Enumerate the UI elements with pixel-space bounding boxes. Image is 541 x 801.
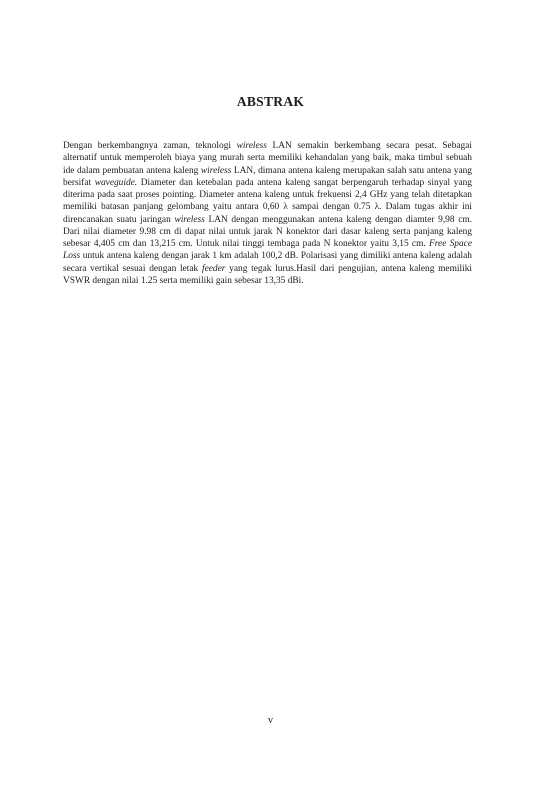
abstract-paragraph: [63, 140, 472, 287]
text-run: LAN semakin berkembang secara pesat. Sebagai alternatif untuk memperoleh biaya yang murah serta memiliki kehandalan yang baik, maka timbul sebuah ide dalam pembuatan antena kaleng: [63, 141, 472, 176]
text-run: Diameter dan ketebalan pada antena kaleng sangat berpengaruh terhadap sinyal yang diterima pada saat proses pointing. Diameter antena kaleng untuk frekuensi 2,4 GHz yang telah ditetapkan memiliki batasan panjang gelombang yaitu antara 0,60 λ sampai dengan 0.75 λ. Dalam tugas akhir ini direncanakan suatu jaringan: [63, 177, 472, 225]
italic-term: wireless: [174, 214, 205, 225]
italic-term: wireless: [200, 165, 232, 176]
page-number: v: [268, 715, 273, 726]
text-run: Dengan berkembangnya zaman, teknologi: [63, 141, 237, 151]
text-run: LAN, dimana antena kaleng merupakan salah satu antena yang bersifat: [63, 165, 472, 188]
text-run: untuk antena kaleng dengan jarak 1 km adalah 100,2 dB. Polarisasi yang dimiliki antena kaleng adalah secara vertikal sesuai dengan letak: [63, 251, 472, 274]
text-run: LAN dengan menggunakan antena kaleng dengan diamter 9,98 cm. Dari nilai diameter 9.98 cm di dapat nilai untuk jarak N konektor dari dasar kaleng serta panjang kaleng sebesar 4,405 cm dan 13,215 cm. Untuk nilai tinggi tembaga pada N konektor yaitu 3,15 cm.: [63, 214, 472, 249]
italic-term: Free Space Loss: [63, 239, 472, 262]
text-run: yang tegak lurus.Hasil dari pengujian, antena kaleng memiliki VSWR dengan nilai 1.25 serta memiliki gain sebesar 13,35 dBi.: [63, 263, 472, 286]
italic-term: feeder: [201, 263, 226, 274]
page-title: ABSTRAK: [236, 94, 305, 109]
italic-term: waveguide.: [94, 177, 138, 188]
italic-term: wireless: [236, 141, 267, 151]
